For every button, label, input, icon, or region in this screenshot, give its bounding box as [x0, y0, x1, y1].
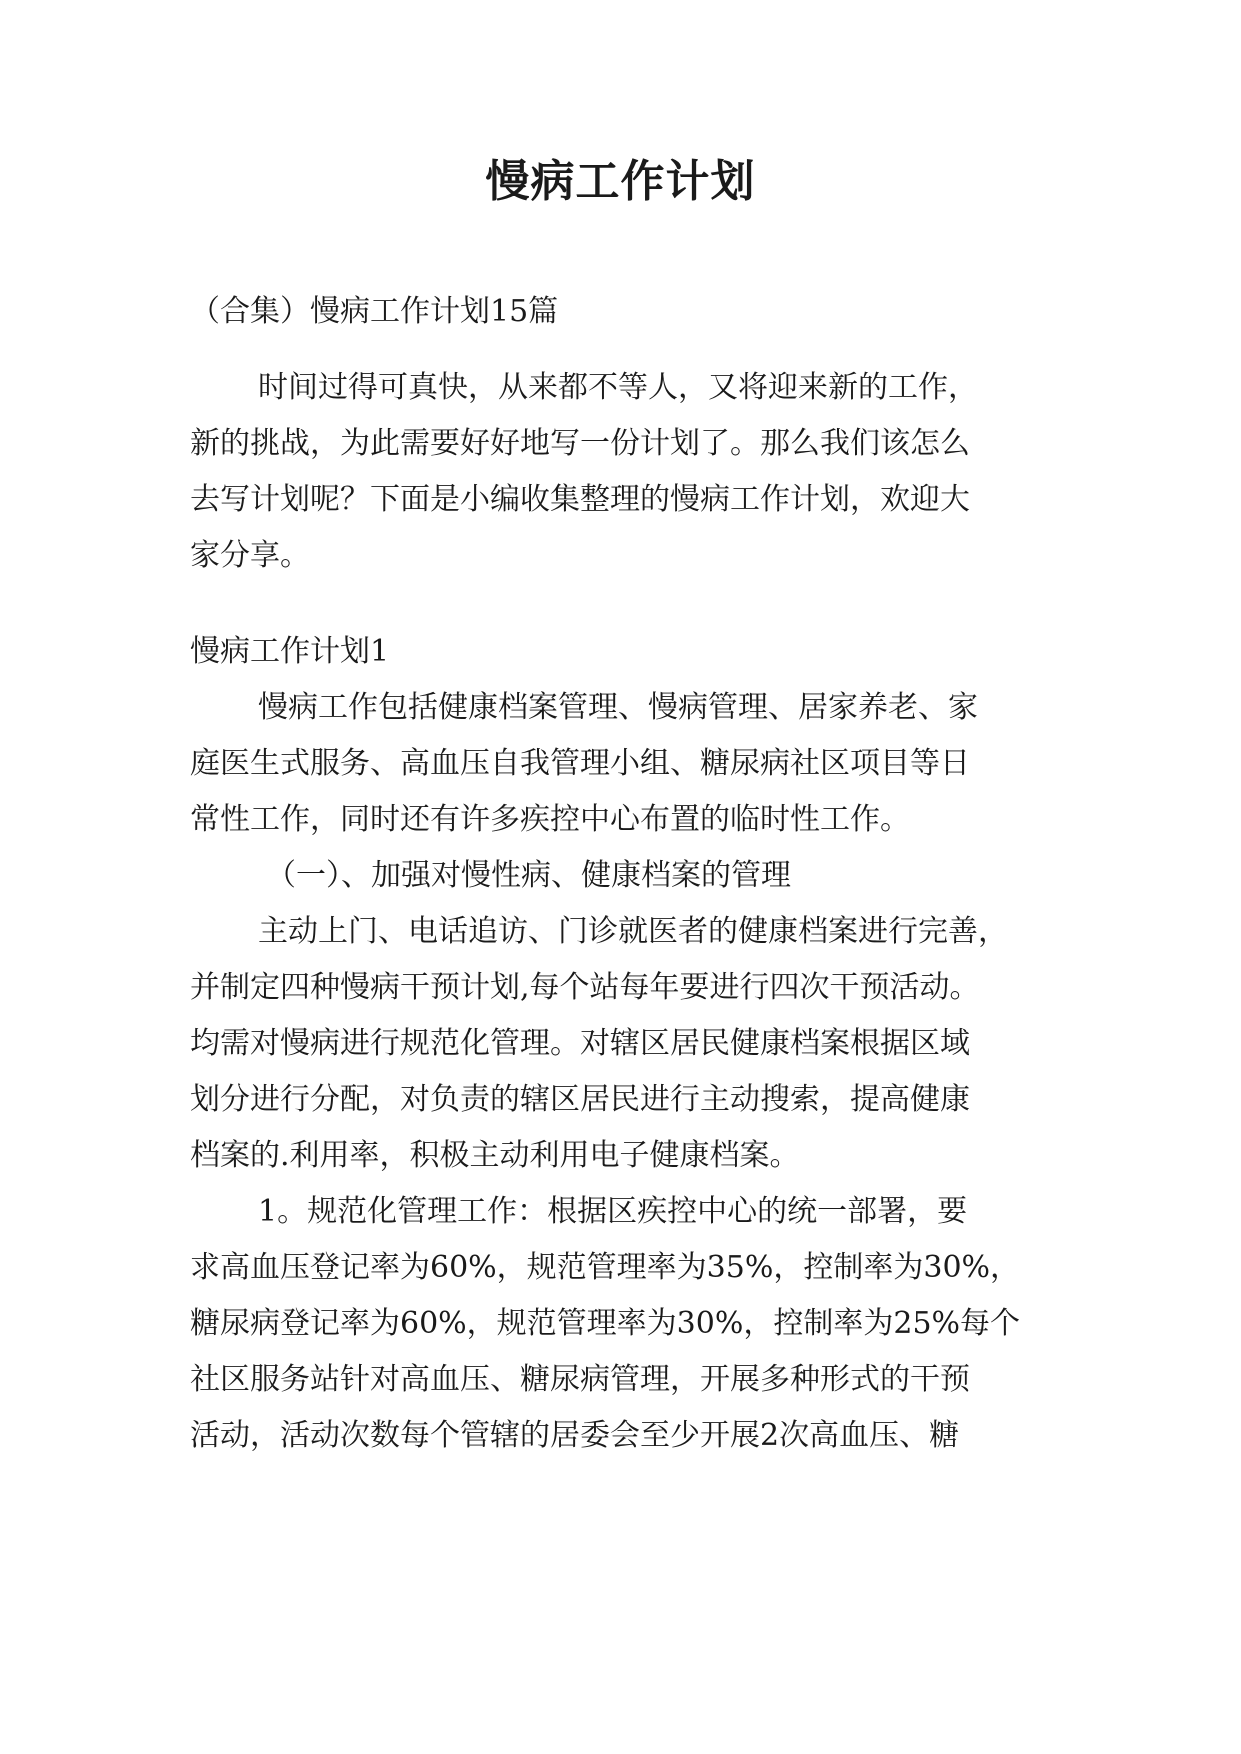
paragraph-line: 常性工作，同时还有许多疾控中心布置的临时性工作。	[190, 802, 910, 837]
paragraph-line: 慢病工作包括健康档案管理、慢病管理、居家养老、家	[258, 690, 978, 725]
paragraph-line: 家分享。	[190, 538, 310, 573]
paragraph-line: 主动上门、电话追访、门诊就医者的健康档案进行完善，	[258, 914, 1008, 949]
paragraph-line: 1。规范化管理工作：根据区疾控中心的统一部署，要	[258, 1194, 968, 1229]
subsection-heading: （一）、加强对慢性病、健康档案的管理	[266, 858, 791, 893]
paragraph-line: 糖尿病登记率为60%，规范管理率为30%，控制率为25%每个	[190, 1306, 1021, 1341]
paragraph-line: 时间过得可真快，从来都不等人，又将迎来新的工作，	[258, 370, 978, 405]
paragraph-line: 并制定四种慢病干预计划,每个站每年要进行四次干预活动。	[190, 970, 980, 1005]
document-title: 慢病工作计划	[485, 156, 756, 207]
paragraph-line: 活动，活动次数每个管辖的居委会至少开展2次高血压、糖	[190, 1418, 960, 1453]
paragraph-line: 档案的.利用率，积极主动利用电子健康档案。	[190, 1138, 800, 1173]
paragraph-line: 新的挑战，为此需要好好地写一份计划了。那么我们该怎么	[190, 426, 970, 461]
paragraph-line: 去写计划呢？下面是小编收集整理的慢病工作计划，欢迎大	[190, 482, 970, 517]
paragraph-line: 庭医生式服务、高血压自我管理小组、糖尿病社区项目等日	[190, 746, 970, 781]
paragraph-line: 均需对慢病进行规范化管理。对辖区居民健康档案根据区域	[190, 1026, 970, 1061]
section-heading: 慢病工作计划1	[190, 634, 390, 669]
document-subtitle: （合集）慢病工作计划15篇	[190, 294, 559, 329]
paragraph-line: 社区服务站针对高血压、糖尿病管理，开展多种形式的干预	[190, 1362, 970, 1397]
paragraph-line: 求高血压登记率为60%，规范管理率为35%，控制率为30%，	[190, 1250, 1021, 1285]
paragraph-line: 划分进行分配，对负责的辖区居民进行主动搜索，提高健康	[190, 1082, 970, 1117]
